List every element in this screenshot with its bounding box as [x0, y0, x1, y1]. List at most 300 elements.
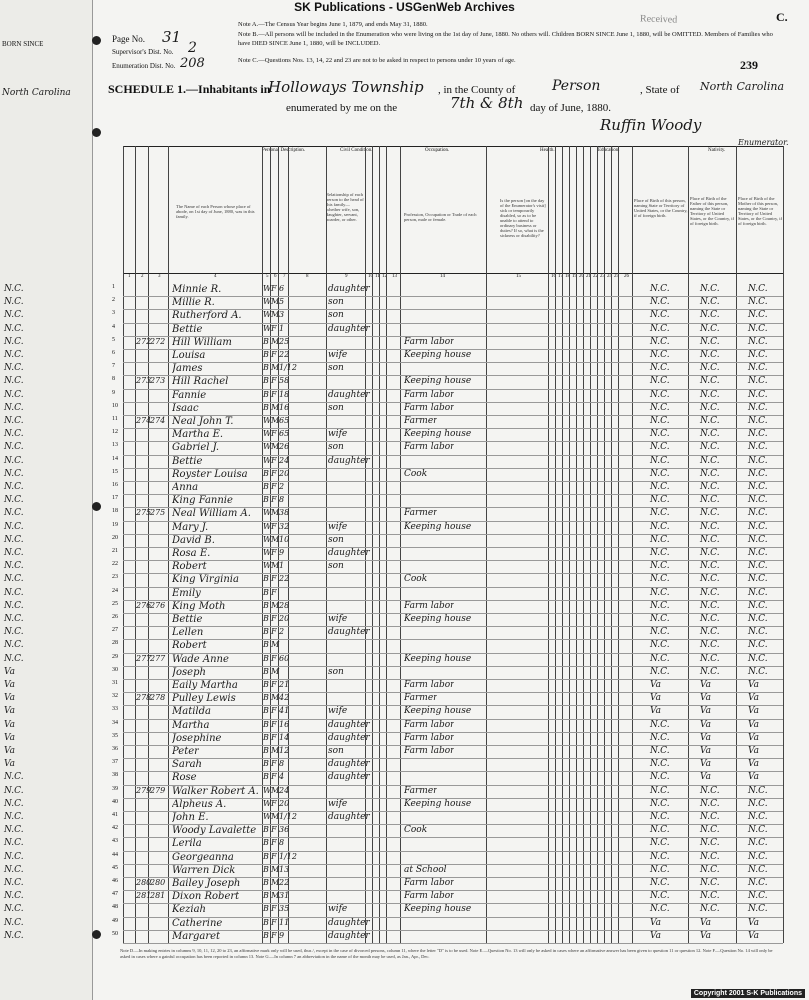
color-cell: B	[263, 587, 269, 597]
occupation-cell: Farm labor	[404, 336, 455, 347]
person-name: Margaret	[172, 930, 221, 942]
left-strip-cell: N.C.	[4, 653, 24, 664]
left-strip-cell: N.C.	[4, 495, 24, 506]
person-name: Lerila	[172, 838, 202, 850]
color-cell: B	[263, 389, 269, 399]
enumerator-label: Enumerator.	[738, 138, 789, 147]
father-birthplace-cell: N.C.	[700, 416, 720, 426]
column-number: 5	[266, 274, 269, 279]
column-number: 4	[214, 274, 217, 279]
father-birthplace-cell: N.C.	[700, 389, 720, 400]
relationship-cell: son	[328, 363, 344, 374]
birthplace-cell: N.C.	[650, 666, 670, 677]
mother-birthplace-cell: N.C.	[748, 574, 768, 585]
birthplace-cell: N.C.	[650, 468, 670, 479]
left-strip-cell: N.C.	[4, 416, 24, 426]
mother-birthplace-cell: N.C.	[748, 468, 768, 479]
mother-birthplace-cell: N.C.	[748, 336, 768, 347]
sex-cell: F	[271, 917, 277, 927]
occupation-cell: Keeping house	[404, 521, 472, 532]
relationship-cell: wife	[328, 521, 348, 532]
mother-birthplace-cell: N.C.	[748, 891, 768, 902]
age-cell: 20	[279, 614, 290, 623]
color-cell: W	[263, 521, 272, 531]
occupation-cell: Farm labor	[404, 389, 455, 400]
age-cell: 28	[279, 600, 290, 610]
birthplace-cell: N.C.	[650, 416, 670, 426]
row-number: 19	[112, 521, 118, 528]
sex-cell: F	[271, 548, 277, 557]
column-number: 7	[283, 274, 286, 279]
group-occupation: Occupation.	[425, 148, 450, 153]
mother-birthplace-cell: N.C.	[748, 812, 768, 822]
age-cell: 1/12	[279, 812, 297, 821]
left-strip-cell: N.C.	[4, 785, 24, 796]
age-cell: 1/12	[279, 851, 297, 861]
mother-birthplace-cell: N.C.	[748, 284, 768, 294]
dwelling-number: 281	[136, 891, 152, 901]
birthplace-cell: Va	[650, 680, 662, 690]
sex-cell: F	[271, 904, 277, 914]
head-health: Is the person [on the day of the Enumerator's visit] sick or temporarily disabled, so as to be unable to attend to ordinary business or duties? If so, what is the sickness or disability?	[500, 198, 546, 238]
occupation-cell: at School	[404, 864, 447, 875]
row-number: 9	[112, 389, 115, 396]
family-number: 272	[150, 336, 166, 346]
left-strip-cell: N.C.	[4, 772, 24, 783]
group-health: Health.	[540, 148, 555, 153]
punch-hole	[92, 128, 101, 137]
father-birthplace-cell: N.C.	[700, 350, 720, 360]
age-cell: 22	[279, 350, 290, 359]
age-cell: 41	[279, 706, 290, 716]
mother-birthplace-cell: N.C.	[748, 402, 768, 413]
occupation-cell: Farm labor	[404, 746, 455, 756]
father-birthplace-cell: Va	[700, 732, 712, 743]
birthplace-cell: N.C.	[650, 653, 670, 664]
person-name: Robert	[172, 640, 207, 652]
column-number: 25	[614, 274, 619, 279]
left-strip-cell: Va	[4, 706, 16, 717]
age-cell: 26	[279, 442, 290, 452]
birthplace-cell: N.C.	[650, 825, 670, 836]
birthplace-cell: N.C.	[650, 600, 670, 611]
row-number: 48	[112, 904, 118, 911]
left-strip-cell: N.C.	[4, 917, 24, 928]
left-strip-cell: N.C.	[4, 587, 24, 598]
row-rule	[123, 481, 783, 482]
father-birthplace-cell: Va	[700, 706, 712, 717]
sex-cell: F	[271, 930, 277, 940]
enumerator-signature: Ruffin Woody	[600, 116, 702, 134]
sex-cell: F	[271, 680, 277, 689]
head-name: The Name of each Person whose place of abode, on 1st day of June, 1880, was in this family.	[176, 204, 255, 219]
relationship-cell: son	[328, 534, 344, 545]
sex-cell: F	[271, 719, 277, 729]
mother-birthplace-cell: N.C.	[748, 482, 768, 492]
dwelling-number: 272	[136, 336, 152, 346]
column-rule	[783, 146, 784, 943]
age-cell: 24	[279, 455, 290, 465]
birthplace-cell: Va	[650, 917, 662, 928]
person-name: Woody Lavalette	[172, 825, 257, 837]
column-number: 26	[624, 274, 629, 279]
mother-birthplace-cell: Va	[748, 746, 760, 756]
column-number: 19	[572, 274, 577, 279]
person-name: Matilda	[172, 706, 211, 718]
birthplace-cell: N.C.	[650, 310, 670, 321]
row-number: 15	[112, 468, 118, 475]
color-cell: B	[263, 495, 269, 505]
relationship-cell: daughter	[328, 548, 370, 558]
note-b: Note B.—All persons will be included in the Enumeration who were living on the 1st day of June, 1880. No others will. Children BORN SINCE June 1, 1880, will be OMITTED. Members of Families who have DIED SINCE June 1, 1880, will be INCLUDED.	[238, 31, 773, 47]
father-birthplace-cell: N.C.	[700, 442, 720, 453]
row-number: 25	[112, 600, 118, 607]
color-cell: B	[263, 878, 269, 887]
person-name: Neal John T.	[172, 416, 234, 427]
occupation-cell: Farmer	[404, 508, 438, 519]
person-name: Louisa	[172, 350, 206, 361]
birthplace-cell: N.C.	[650, 864, 670, 875]
row-number: 41	[112, 812, 118, 818]
occupation-cell: Farm labor	[404, 442, 455, 453]
color-cell: B	[263, 917, 269, 927]
person-name: Millie R.	[172, 297, 215, 309]
sex-cell: F	[271, 350, 277, 359]
sex-cell: F	[271, 759, 277, 769]
relationship-cell: son	[328, 746, 344, 756]
color-cell: W	[263, 323, 272, 333]
person-name: Dixon Robert	[172, 891, 240, 903]
left-strip-cell: N.C.	[4, 455, 24, 466]
person-name: King Moth	[172, 600, 226, 612]
age-cell: 6	[279, 284, 285, 293]
birthplace-cell: N.C.	[650, 798, 670, 809]
age-cell: 65	[279, 416, 290, 425]
occupation-cell: Keeping house	[404, 798, 472, 809]
sex-cell: F	[271, 323, 277, 333]
sex-cell: F	[271, 706, 277, 716]
age-cell: 35	[279, 904, 290, 914]
age-cell: 36	[279, 825, 290, 835]
father-birthplace-cell: N.C.	[700, 614, 720, 624]
row-rule	[123, 323, 783, 324]
birthplace-cell: N.C.	[650, 336, 670, 347]
father-birthplace-cell: N.C.	[700, 864, 720, 875]
column-number: 14	[440, 274, 445, 279]
copyright: Copyright 2001 S-K Publications	[691, 989, 805, 998]
row-number: 10	[112, 402, 118, 409]
color-cell: B	[263, 336, 269, 346]
sex-cell: M	[271, 310, 280, 320]
person-name: Bettie	[172, 323, 203, 335]
mother-birthplace-cell: N.C.	[748, 640, 768, 651]
relationship-cell: daughter	[328, 732, 370, 743]
relationship-cell: wife	[328, 798, 348, 809]
mother-birthplace-cell: N.C.	[748, 627, 768, 638]
age-cell: 4	[279, 772, 285, 782]
row-number: 17	[112, 495, 118, 502]
row-number: 4	[112, 323, 115, 330]
birthplace-cell: Va	[650, 930, 662, 941]
month-label: day of June, 1880.	[530, 102, 611, 114]
punch-hole	[92, 502, 101, 511]
sex-cell: M	[271, 442, 280, 452]
occupation-cell: Keeping house	[404, 614, 472, 624]
mother-birthplace-cell: N.C.	[748, 785, 768, 796]
sex-cell: M	[271, 785, 280, 795]
mother-birthplace-cell: N.C.	[748, 429, 768, 440]
father-birthplace-cell: Va	[700, 759, 712, 770]
birthplace-cell: N.C.	[650, 429, 670, 440]
birthplace-cell: N.C.	[650, 284, 670, 294]
mother-birthplace-cell: Va	[748, 693, 760, 704]
relationship-cell: son	[328, 297, 344, 308]
left-strip-cell: N.C.	[4, 284, 24, 294]
left-strip-cell: N.C.	[4, 640, 24, 651]
person-name: Isaac	[172, 402, 199, 414]
color-cell: B	[263, 614, 269, 623]
color-cell: B	[263, 864, 269, 874]
sex-cell: F	[271, 627, 277, 637]
father-birthplace-cell: N.C.	[700, 798, 720, 809]
head-birthplace: Place of Birth of this person, naming State or Territory of United States, or the Country, if of foreign birth.	[634, 198, 688, 218]
birthplace-cell: N.C.	[650, 838, 670, 849]
row-number: 39	[112, 785, 118, 792]
color-cell: B	[263, 363, 269, 373]
relationship-cell: wife	[328, 350, 348, 360]
left-strip-cell: Va	[4, 680, 16, 690]
birthplace-cell: N.C.	[650, 812, 670, 822]
sex-cell: M	[271, 508, 280, 518]
family-number: 280	[150, 878, 166, 887]
person-name: Josephine	[172, 732, 222, 744]
color-cell: B	[263, 891, 269, 901]
left-strip-cell: N.C.	[4, 363, 24, 374]
color-cell: W	[263, 297, 272, 307]
birthplace-cell: N.C.	[650, 851, 670, 862]
row-rule	[123, 560, 783, 561]
birthplace-cell: N.C.	[650, 732, 670, 743]
father-birthplace-cell: N.C.	[700, 323, 720, 334]
color-cell: B	[263, 640, 269, 650]
mother-birthplace-cell: N.C.	[748, 376, 768, 387]
state-name: North Carolina	[700, 80, 785, 93]
mother-birthplace-cell: Va	[748, 719, 760, 730]
person-name: Neal William A.	[172, 508, 251, 520]
left-strip-cell: N.C.	[4, 429, 24, 440]
sex-cell: M	[271, 864, 280, 874]
left-strip-cell: N.C.	[4, 468, 24, 479]
left-strip-cell: N.C.	[4, 402, 24, 413]
mother-birthplace-cell: Va	[748, 772, 760, 783]
age-cell: 16	[279, 719, 290, 729]
left-strip-cell: N.C.	[4, 574, 24, 585]
family-number: 278	[150, 693, 166, 703]
relationship-cell: wife	[328, 706, 348, 717]
row-number: 44	[112, 851, 118, 858]
left-strip-cell: N.C.	[4, 350, 24, 360]
enumerated-label: enumerated by me on the	[286, 102, 398, 114]
person-name: Eaily Martha	[172, 680, 238, 691]
sex-cell: F	[271, 521, 277, 531]
color-cell: B	[263, 680, 269, 689]
mother-birthplace-cell: N.C.	[748, 851, 768, 862]
left-strip-cell: N.C.	[4, 825, 24, 836]
mother-birthplace-cell: N.C.	[748, 614, 768, 624]
column-number: 2	[141, 274, 144, 279]
age-cell: 8	[279, 495, 285, 505]
state-label: , State of	[640, 84, 680, 96]
father-birthplace-cell: N.C.	[700, 785, 720, 796]
relationship-cell: daughter	[328, 930, 370, 941]
sheet-number: 239	[740, 58, 758, 72]
father-birthplace-cell: Va	[700, 746, 712, 756]
color-cell: W	[263, 534, 272, 544]
sex-cell: F	[271, 653, 277, 663]
row-number: 47	[112, 891, 118, 898]
left-strip-cell: N.C.	[4, 376, 24, 387]
sex-cell: M	[271, 891, 280, 901]
sex-cell: F	[271, 284, 277, 293]
row-number: 27	[112, 627, 118, 634]
father-birthplace-cell: N.C.	[700, 508, 720, 519]
age-cell: 22	[279, 878, 290, 887]
sex-cell: M	[271, 878, 280, 887]
birthplace-cell: N.C.	[650, 323, 670, 334]
person-name: Rosa E.	[172, 548, 211, 559]
relationship-cell: daughter	[328, 323, 370, 334]
note-a: Note A.—The Census Year begins June 1, 1879, and ends May 31, 1880.	[238, 21, 428, 28]
row-number: 40	[112, 798, 118, 805]
row-number: 30	[112, 666, 118, 673]
age-cell: 32	[279, 521, 290, 531]
mother-birthplace-cell: N.C.	[748, 587, 768, 598]
color-cell: B	[263, 732, 269, 742]
person-name: James	[172, 363, 203, 375]
age-cell: 24	[279, 785, 290, 795]
sex-cell: M	[271, 336, 280, 346]
left-strip-cell: Va	[4, 666, 16, 677]
family-number: 275	[150, 508, 166, 518]
left-strip-cell: N.C.	[4, 336, 24, 347]
color-cell: B	[263, 666, 269, 676]
age-cell: 10	[279, 534, 290, 544]
father-birthplace-cell: N.C.	[700, 825, 720, 836]
color-cell: B	[263, 600, 269, 610]
enumeration-value: 208	[180, 56, 205, 71]
relationship-cell: wife	[328, 904, 348, 915]
age-cell: 9	[279, 930, 285, 940]
mother-birthplace-cell: N.C.	[748, 653, 768, 664]
father-birthplace-cell: N.C.	[700, 627, 720, 638]
birthplace-cell: N.C.	[650, 402, 670, 413]
head-father-birth: Place of Birth of the Father of this person, naming the State or Territory of United States, or the Country, if of foreign birth.	[690, 196, 734, 226]
sex-cell: F	[271, 482, 277, 491]
column-number: 20	[579, 274, 584, 279]
column-number: 1	[128, 274, 131, 279]
color-cell: W	[263, 561, 272, 571]
occupation-cell: Cook	[404, 825, 428, 836]
mother-birthplace-cell: Va	[748, 917, 760, 928]
left-strip-cell: N.C.	[4, 534, 24, 545]
row-number: 26	[112, 614, 118, 620]
person-name: Rose	[172, 772, 197, 784]
age-cell: 8	[279, 759, 285, 769]
person-name: Emily	[172, 587, 201, 599]
mother-birthplace-cell: Va	[748, 732, 760, 743]
row-rule	[123, 455, 783, 456]
row-number: 7	[112, 363, 115, 370]
mother-birthplace-cell: N.C.	[748, 838, 768, 849]
row-number: 29	[112, 653, 118, 660]
sex-cell: M	[271, 746, 280, 755]
father-birthplace-cell: N.C.	[700, 666, 720, 677]
person-name: Martha E.	[172, 429, 224, 441]
mother-birthplace-cell: N.C.	[748, 363, 768, 374]
mother-birthplace-cell: Va	[748, 930, 760, 941]
age-cell: 21	[279, 680, 290, 689]
birthplace-cell: N.C.	[650, 442, 670, 453]
punch-hole	[92, 36, 101, 45]
occupation-cell: Farmer	[404, 785, 438, 796]
county-name: Person	[552, 78, 601, 94]
mother-birthplace-cell: N.C.	[748, 389, 768, 400]
relationship-cell: wife	[328, 429, 348, 440]
color-cell: B	[263, 350, 269, 359]
birthplace-cell: N.C.	[650, 389, 670, 400]
row-number: 3	[112, 310, 115, 317]
row-number: 18	[112, 508, 118, 515]
age-cell: 60	[279, 653, 290, 663]
birthplace-cell: N.C.	[650, 350, 670, 360]
person-name: Walker Robert A.	[172, 785, 259, 797]
birthplace-cell: N.C.	[650, 719, 670, 730]
occupation-cell: Keeping house	[404, 429, 472, 440]
row-number: 49	[112, 917, 118, 924]
family-number: 274	[150, 416, 166, 425]
color-cell: B	[263, 759, 269, 769]
row-number: 8	[112, 376, 115, 383]
row-number: 24	[112, 587, 118, 594]
color-cell: W	[263, 548, 272, 557]
mother-birthplace-cell: N.C.	[748, 350, 768, 360]
color-cell: B	[263, 772, 269, 782]
father-birthplace-cell: N.C.	[700, 468, 720, 479]
township-name: Holloways Township	[268, 78, 424, 96]
row-number: 32	[112, 693, 118, 700]
father-birthplace-cell: N.C.	[700, 812, 720, 822]
row-number: 5	[112, 336, 115, 343]
row-number: 35	[112, 732, 118, 739]
occupation-cell: Farmer	[404, 693, 438, 704]
birthplace-cell: Va	[650, 693, 662, 704]
footer-notes: Note D.—In making entries in columns 9, 10, 11, 12, 20 to 23, an affirmative mark only will be used, thus /, except in the case of divorced persons, column 11, where the letter "D" is to be used. Note E.—Question No. 13 will only be asked in cases where an affirmative answer has been given to question 11 or question 12. Note F.—Question No. 14 will only be asked in cases where a gainful occupation has been reported in column 13. Note G.—In column 7 an abbreviation in the name of the month may be used, as Jan., Apr., Dec.	[120, 948, 773, 959]
sex-cell: M	[271, 561, 280, 571]
mother-birthplace-cell: N.C.	[748, 825, 768, 836]
sex-cell: M	[271, 534, 280, 544]
head-mother-birth: Place of Birth of the Mother of this person, naming the State or Territory of United States, or the Country, if of foreign birth.	[738, 196, 782, 226]
sex-cell: M	[271, 812, 280, 821]
birthplace-cell: N.C.	[650, 785, 670, 796]
mother-birthplace-cell: Va	[748, 759, 760, 770]
row-rule	[123, 930, 783, 931]
head-occupation: Profession, Occupation or Trade of each person, male or female.	[404, 212, 477, 222]
birthplace-cell: N.C.	[650, 534, 670, 545]
father-birthplace-cell: N.C.	[700, 851, 720, 862]
age-cell: 38	[279, 508, 290, 518]
age-cell: 3	[279, 310, 285, 320]
adjacent-page-strip	[0, 0, 93, 1000]
